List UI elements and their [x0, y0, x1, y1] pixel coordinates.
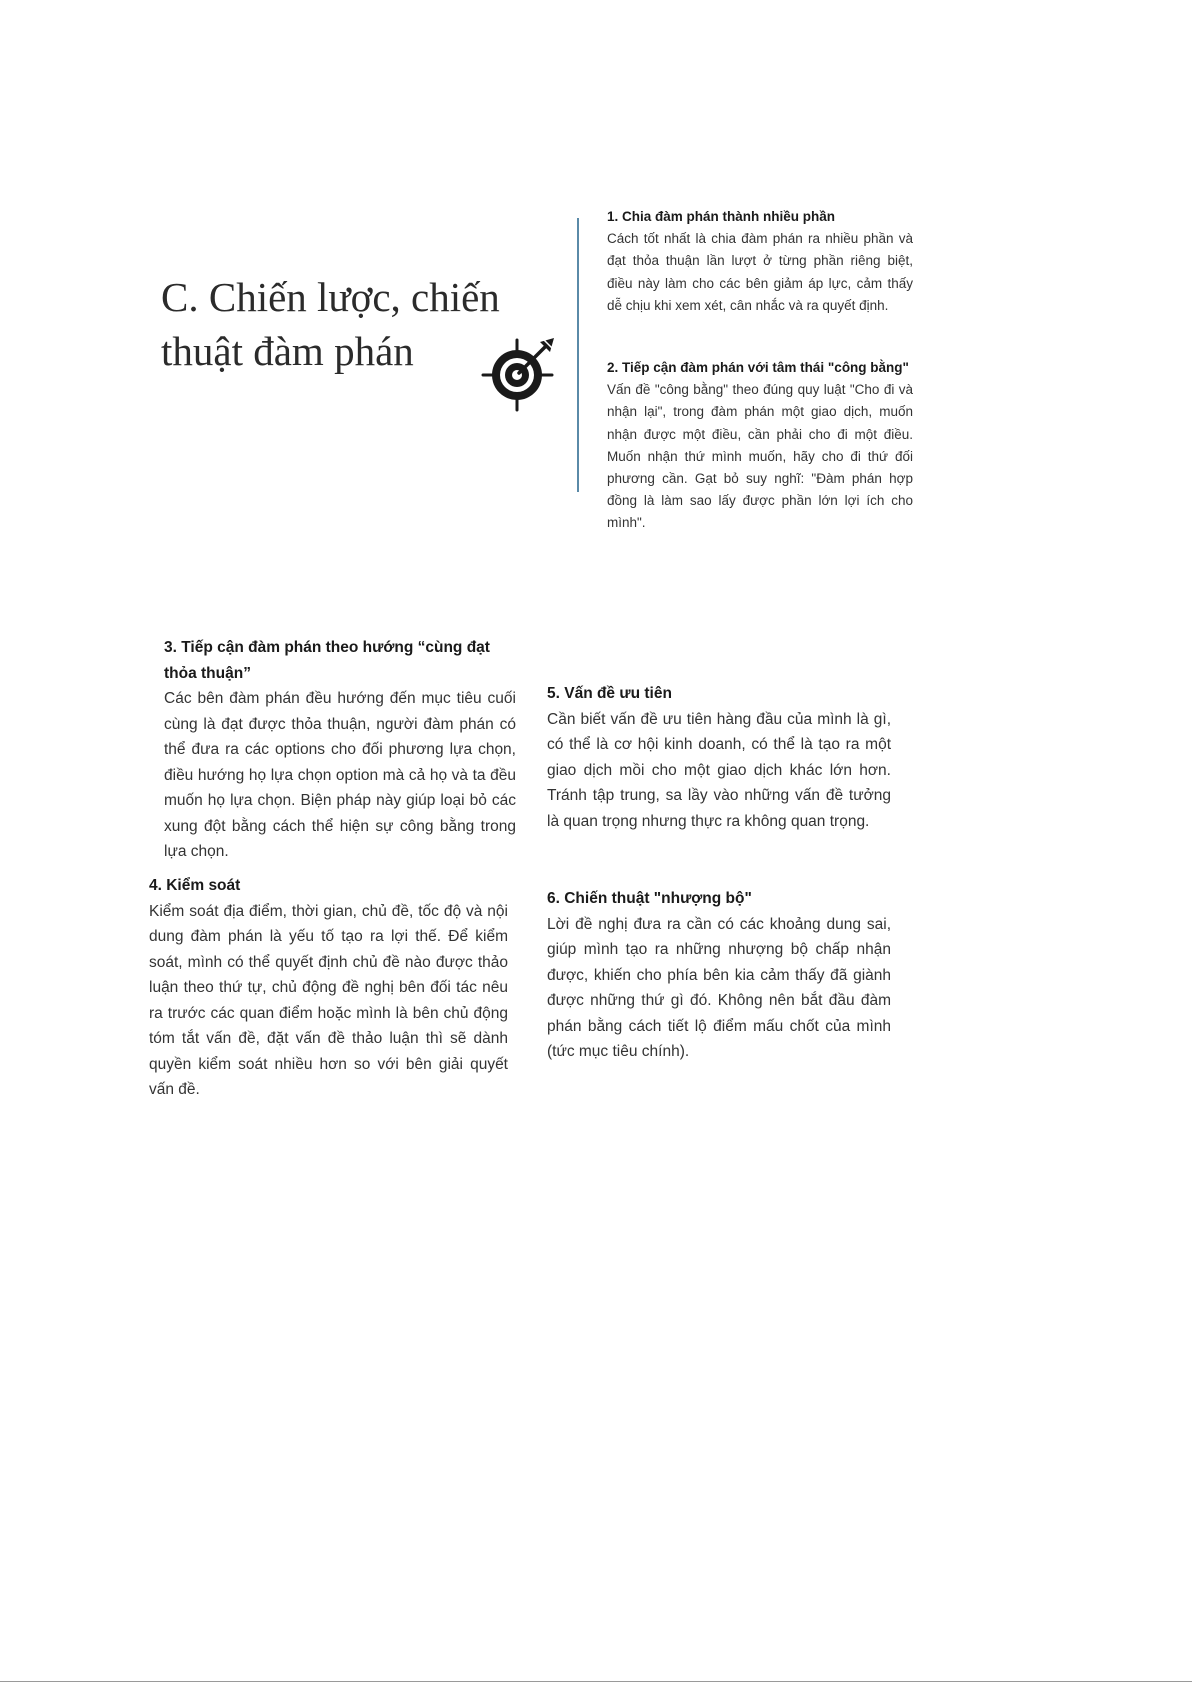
section-1-heading: 1. Chia đàm phán thành nhiều phần: [607, 209, 836, 224]
section-4-heading: 4. Kiểm soát: [149, 877, 241, 894]
page-title: C. Chiến lược, chiến thuật đàm phán: [161, 274, 500, 374]
section-6-heading: 6. Chiến thuật "nhượng bộ": [547, 890, 752, 907]
section-3: [164, 635, 516, 865]
section-5-heading: 5. Vấn đề ưu tiên: [547, 685, 672, 702]
section-2: [607, 357, 913, 535]
section-5: [547, 681, 891, 834]
section-4: [149, 873, 508, 1103]
column-divider: [577, 218, 579, 492]
section-4-body: Kiểm soát địa điểm, thời gian, chủ đề, tốc độ và nội dung đàm phán là yếu tố tạo ra lợi thế. Để kiểm soát, mình có thể quyết định chủ đề nào được thảo luận theo thứ tự, chủ động đề nghị bên đối tác nêu ra trước các quan điểm hoặc mình là bên chủ động tóm tắt vấn đề, đặt vấn đề thảo luận thì sẽ dành quyền kiểm soát nhiều hơn so với bên giải quyết vấn đề.: [149, 902, 508, 1098]
section-3-body: Các bên đàm phán đều hướng đến mục tiêu cuối cùng là đạt được thỏa thuận, người đàm phán có thể đưa ra các options cho đối phương lựa chọn, điều hướng họ lựa chọn option mà cả họ và ta đều muốn họ lựa chọn. Biện pháp này giúp loại bỏ các xung đột bằng cách thể hiện sự công bằng trong lựa chọn.: [164, 690, 516, 860]
target-with-dart-icon: [480, 336, 560, 416]
section-3-heading: 3. Tiếp cận đàm phán theo hướng “cùng đạt thỏa thuận”: [164, 639, 490, 682]
section-6-body: Lời đề nghị đưa ra cần có các khoảng dung sai, giúp mình tạo ra những nhượng bộ chấp nhận được, khiến cho phía bên kia cảm thấy đã giành được những thứ gì đó. Không nên bắt đầu đàm phán bằng cách tiết lộ điểm mấu chốt của mình (tức mục tiêu chính).: [547, 915, 891, 1060]
section-6: [547, 886, 891, 1065]
page-bottom-rule: [0, 1681, 1192, 1682]
section-1: [607, 206, 913, 317]
section-2-heading: 2. Tiếp cận đàm phán với tâm thái "công bằng": [607, 360, 909, 375]
section-5-body: Cần biết vấn đề ưu tiên hàng đầu của mình là gì, có thể là cơ hội kinh doanh, có thể là tạo ra một giao dịch mồi cho một giao dịch khác lớn hơn. Tránh tập trung, sa lầy vào những vấn đề tưởng là quan trọng nhưng thực ra không quan trọng.: [547, 710, 891, 830]
section-1-body: Cách tốt nhất là chia đàm phán ra nhiều phần và đạt thỏa thuận lần lượt ở từng phần riêng biệt, điều này làm cho các bên giảm áp lực, cảm thấy dễ chịu khi xem xét, cân nhắc và ra quyết định.: [607, 231, 913, 313]
section-2-body: Vấn đề "công bằng" theo đúng quy luật "Cho đi và nhận lại", trong đàm phán một giao dịch, muốn nhận được một điều, cần phải cho đi một điều. Muốn nhận thứ mình muốn, hãy cho đi thứ đối phương cần. Gạt bỏ suy nghĩ: "Đàm phán hợp đồng là làm sao lấy được phần lớn lợi ích cho mình".: [607, 382, 913, 531]
